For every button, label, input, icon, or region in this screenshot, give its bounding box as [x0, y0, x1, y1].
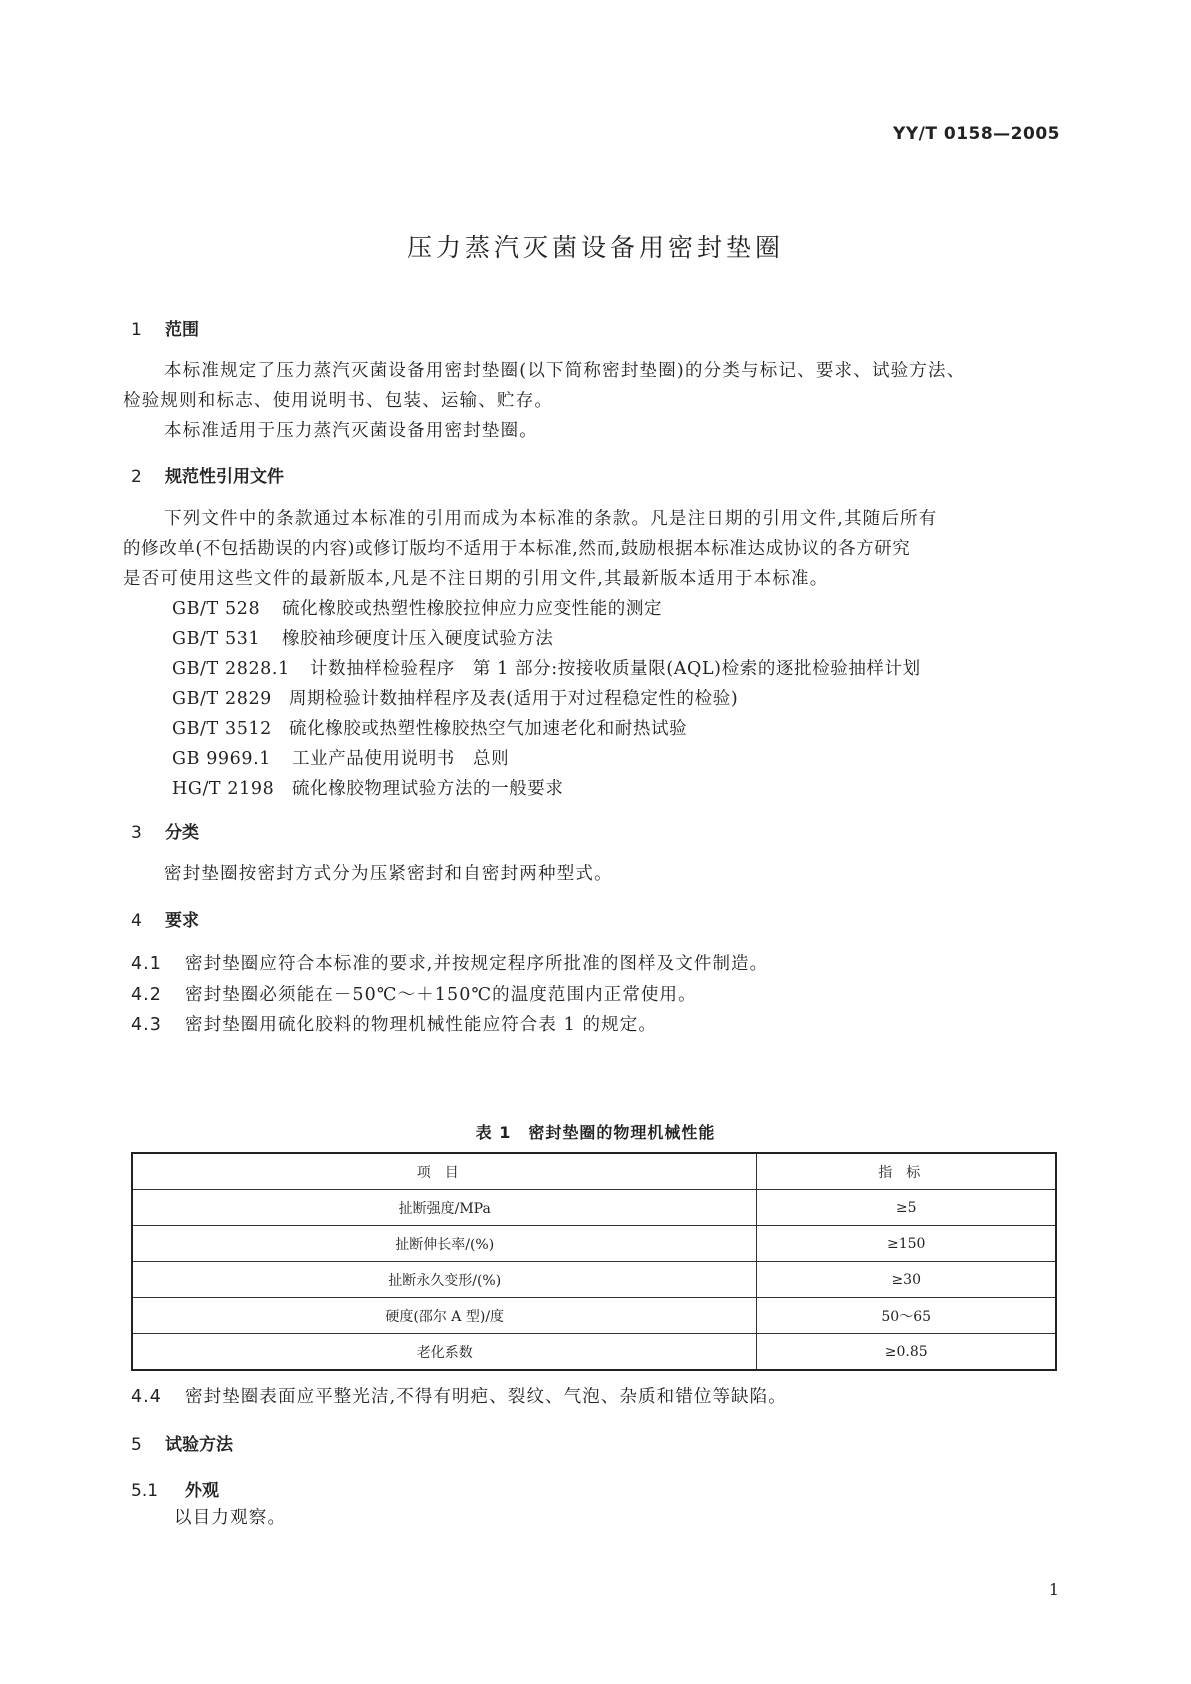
section-1-paragraph-line: 检验规则和标志、使用说明书、包装、运输、贮存。 [123, 391, 554, 411]
section-2-heading [131, 462, 284, 487]
table-cell-value: ≥5 [757, 1190, 1056, 1226]
table-cell-item: 扯断永久变形/(%) [132, 1262, 757, 1298]
reference-item [172, 775, 564, 800]
clause-number: 4.4 [131, 1387, 162, 1407]
standard-code: YY/T 0158—2005 [893, 124, 1060, 144]
reference-code: GB/T 3512 [172, 719, 272, 739]
clause-number: 5.1 [131, 1481, 159, 1501]
table-header-cell: 指标 [757, 1153, 1056, 1190]
reference-item [172, 595, 662, 620]
table-row [132, 1190, 1056, 1226]
reference-title: 硫化橡胶或热塑性橡胶拉伸应力应变性能的测定 [282, 599, 663, 619]
section-number: 5 [131, 1435, 142, 1455]
clause-text: 密封垫圈用硫化胶料的物理机械性能应符合表 1 的规定。 [185, 1015, 657, 1035]
reference-item [172, 625, 554, 650]
reference-title: 工业产品使用说明书 总则 [292, 749, 510, 769]
reference-title: 橡胶袖珍硬度计压入硬度试验方法 [282, 629, 554, 649]
reference-title: 周期检验计数抽样程序及表(适用于对过程稳定性的检验) [289, 689, 739, 709]
section-3-paragraph: 密封垫圈按密封方式分为压紧密封和自密封两种型式。 [164, 864, 613, 884]
section-title: 分类 [165, 823, 199, 843]
reference-code: GB/T 528 [172, 599, 261, 619]
section-title: 规范性引用文件 [165, 467, 284, 487]
table-cell-value: ≥0.85 [757, 1334, 1056, 1371]
table-header-cell: 项目 [132, 1153, 757, 1190]
section-number: 4 [131, 911, 142, 931]
section-5-heading [131, 1430, 233, 1455]
section-number: 2 [131, 467, 142, 487]
properties-table [131, 1152, 1057, 1371]
section-1-paragraph-line: 本标准规定了压力蒸汽灭菌设备用密封垫圈(以下简称密封垫圈)的分类与标记、要求、试验方法、 [164, 361, 966, 381]
table-row [132, 1226, 1056, 1262]
clause-text: 密封垫圈表面应平整光洁,不得有明疤、裂纹、气泡、杂质和错位等缺陷。 [185, 1387, 787, 1407]
table-row [132, 1334, 1056, 1371]
table-cell-value: ≥30 [757, 1262, 1056, 1298]
table-cell-value: 50～65 [757, 1298, 1056, 1334]
reference-item [172, 715, 687, 740]
clause-4-4 [131, 1383, 787, 1408]
page-number: 1 [1048, 1580, 1059, 1599]
section-number: 3 [131, 823, 142, 843]
clause-text: 密封垫圈应符合本标准的要求,并按规定程序所批准的图样及文件制造。 [185, 954, 769, 974]
section-title: 范围 [165, 320, 199, 340]
section-3-heading [131, 818, 199, 843]
section-2-paragraph-line: 是否可使用这些文件的最新版本,凡是不注日期的引用文件,其最新版本适用于本标准。 [123, 569, 829, 589]
reference-code: GB/T 531 [172, 629, 261, 649]
document-title: 压力蒸汽灭菌设备用密封垫圈 [406, 233, 784, 262]
reference-item [172, 655, 921, 680]
table-cell-item: 扯断强度/MPa [132, 1190, 757, 1226]
clause-4-2 [131, 981, 697, 1006]
table-cell-item: 老化系数 [132, 1334, 757, 1371]
section-title: 要求 [165, 911, 199, 931]
clause-4-3 [131, 1011, 657, 1036]
reference-code: GB/T 2828.1 [172, 659, 290, 679]
clause-number: 4.2 [131, 985, 162, 1005]
section-1-paragraph: 本标准适用于压力蒸汽灭菌设备用密封垫圈。 [164, 421, 538, 441]
clause-title: 外观 [185, 1481, 219, 1501]
reference-title: 硫化橡胶或热塑性橡胶热空气加速老化和耐热试验 [289, 719, 688, 739]
table-cell-item: 扯断伸长率/(%) [132, 1226, 757, 1262]
table-row [132, 1298, 1056, 1334]
section-1-heading [131, 315, 199, 340]
clause-5-1-heading [131, 1476, 219, 1501]
clause-number: 4.1 [131, 954, 162, 974]
reference-item [172, 685, 738, 710]
clause-number: 4.3 [131, 1015, 162, 1035]
table-row [132, 1262, 1056, 1298]
reference-title: 计数抽样检验程序 第 1 部分:按接收质量限(AQL)检索的逐批检验抽样计划 [310, 659, 921, 679]
section-2-paragraph-line: 的修改单(不包括勘误的内容)或修订版均不适用于本标准,然而,鼓励根据本标准达成协议的各方研究 [123, 539, 911, 559]
section-2-paragraph-line: 下列文件中的条款通过本标准的引用而成为本标准的条款。凡是注日期的引用文件,其随后所有 [164, 509, 938, 529]
clause-4-1 [131, 950, 768, 975]
section-number: 1 [131, 320, 142, 340]
reference-item [172, 745, 509, 770]
table-header-row [132, 1153, 1056, 1190]
section-4-heading [131, 906, 199, 931]
reference-code: GB/T 2829 [172, 689, 272, 709]
reference-code: HG/T 2198 [172, 779, 275, 799]
clause-text: 密封垫圈必须能在－50℃～＋150℃的温度范围内正常使用。 [185, 985, 697, 1005]
section-title: 试验方法 [165, 1435, 233, 1455]
table-cell-value: ≥150 [757, 1226, 1056, 1262]
reference-title: 硫化橡胶物理试验方法的一般要求 [292, 779, 564, 799]
table-cell-item: 硬度(邵尔 A 型)/度 [132, 1298, 757, 1334]
clause-5-1-text: 以目力观察。 [174, 1508, 287, 1528]
reference-code: GB 9969.1 [172, 749, 272, 769]
table-caption: 表 1 密封垫圈的物理机械性能 [475, 1123, 716, 1142]
